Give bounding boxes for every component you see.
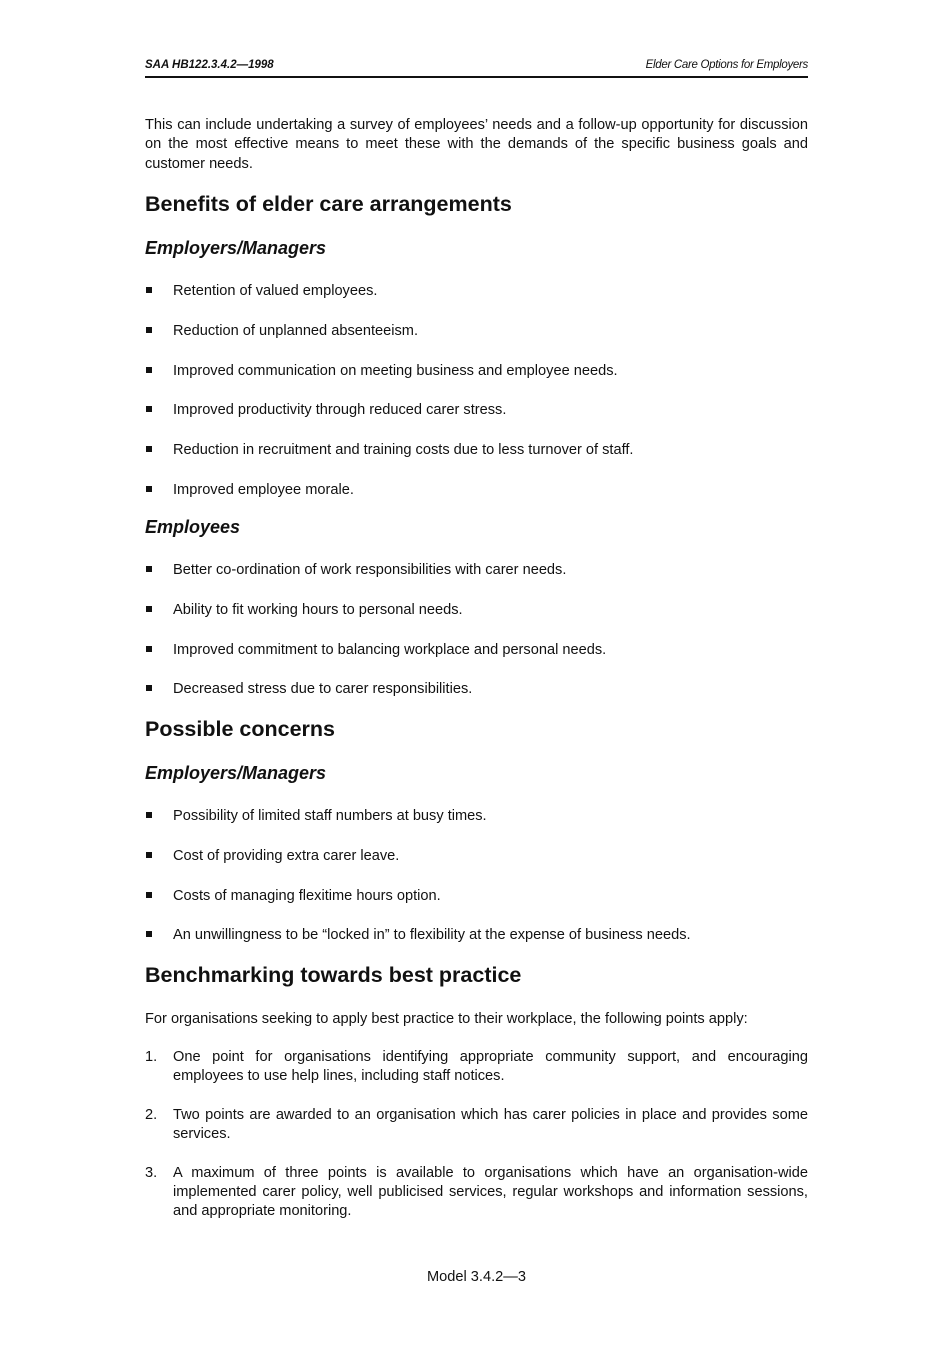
page-footer: Model 3.4.2—3 (427, 1269, 526, 1285)
benchmarking-heading: Benchmarking towards best practice (145, 963, 522, 987)
bullet-icon (146, 406, 152, 412)
list-item: Improved communication on meeting business and employee needs. (145, 362, 808, 402)
bullet-icon (146, 931, 152, 937)
concerns-employers-list (145, 807, 808, 966)
document-page (145, 0, 808, 1345)
benchmarking-lead: For organisations seeking to apply best practice to their workplace, the following points apply: (145, 1011, 748, 1027)
list-item: 3. A maximum of three points is available to organisations which have an organisation-wide implemented carer policy, well publicised services, regular workshops and information sessions, and appropriate monitoring. (145, 1164, 808, 1220)
bullet-icon (146, 367, 152, 373)
benefits-employers-list (145, 282, 808, 521)
bullet-icon (146, 892, 152, 898)
bullet-icon (146, 446, 152, 452)
list-item: 2. Two points are awarded to an organisation which has carer policies in place and provides some services. (145, 1106, 808, 1143)
list-item: Ability to fit working hours to personal needs. (145, 601, 808, 641)
concerns-heading: Possible concerns (145, 717, 335, 741)
list-item: Improved productivity through reduced carer stress. (145, 401, 808, 441)
bullet-icon (146, 852, 152, 858)
bullet-icon (146, 606, 152, 612)
list-item: An unwillingness to be “locked in” to flexibility at the expense of business needs. (145, 926, 808, 966)
benefits-employees-list (145, 561, 808, 720)
bullet-icon (146, 327, 152, 333)
list-item: Retention of valued employees. (145, 282, 808, 322)
list-item: 1. One point for organisations identifying appropriate community support, and encouraging employees to use help lines, including staff notices. (145, 1049, 808, 1085)
benefits-employees-heading: Employees (145, 517, 241, 537)
list-item: Decreased stress due to carer responsibilities. (145, 680, 808, 720)
list-item: Reduction in recruitment and training costs due to less turnover of staff. (145, 441, 808, 481)
list-item: Improved commitment to balancing workplace and personal needs. (145, 641, 808, 681)
running-header (145, 59, 808, 78)
concerns-employers-heading: Employers/Managers (145, 763, 327, 783)
benefits-heading: Benefits of elder care arrangements (145, 192, 512, 216)
bullet-icon (146, 685, 152, 691)
list-item: Cost of providing extra carer leave. (145, 847, 808, 887)
bullet-icon (146, 486, 152, 492)
bullet-icon (146, 566, 152, 572)
list-item: Possibility of limited staff numbers at busy times. (145, 807, 808, 847)
bullet-icon (146, 287, 152, 293)
list-item: Costs of managing flexitime hours option. (145, 887, 808, 927)
benchmarking-points-list (145, 1048, 808, 1222)
list-item: Improved employee morale. (145, 481, 808, 521)
header-document-title: Elder Care Options for Employers (645, 59, 808, 71)
list-item: Better co-ordination of work responsibilities with carer needs. (145, 561, 808, 601)
bullet-icon (146, 812, 152, 818)
benefits-employers-heading: Employers/Managers (145, 238, 327, 258)
intro-paragraph: This can include undertaking a survey of employees’ needs and a follow-up opportunity for discussion on the most effective means to meet these with the demands of the specific business goals and customer needs. (145, 117, 808, 172)
list-item: Reduction of unplanned absenteeism. (145, 322, 808, 362)
bullet-icon (146, 646, 152, 652)
header-document-code: SAA HB122.3.4.2—1998 (145, 59, 274, 71)
